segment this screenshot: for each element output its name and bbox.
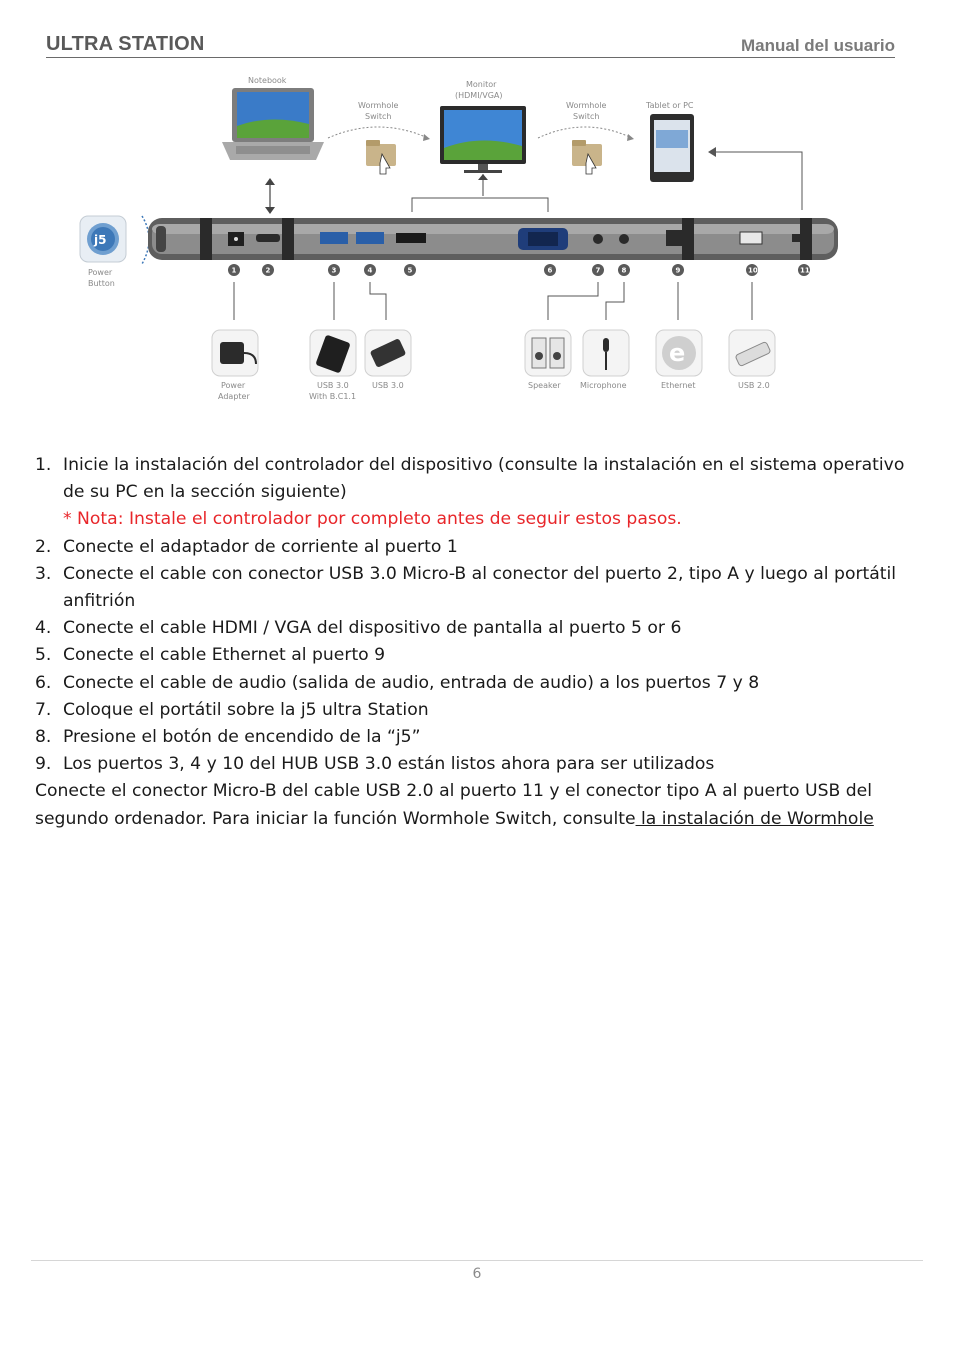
- step-item: [35, 751, 915, 778]
- steps-list: [35, 452, 915, 778]
- svg-text:e: e: [669, 339, 686, 367]
- page-header: [46, 32, 895, 58]
- ethernet-label: Ethernet: [661, 381, 696, 390]
- svg-text:6: 6: [547, 266, 553, 275]
- svg-text:2: 2: [265, 266, 271, 275]
- step-number: 1.: [35, 455, 52, 475]
- tablet-illustration: [650, 114, 694, 182]
- step-item: [35, 452, 915, 506]
- header-title: ULTRA STATION: [46, 33, 205, 55]
- step-item: [35, 697, 915, 724]
- step-text: Conecte el cable Ethernet al puerto 9: [63, 645, 386, 666]
- step-number: 4.: [35, 618, 52, 639]
- wormhole-right-label-1: Wormhole: [566, 101, 607, 110]
- folder-icon-left: [366, 140, 396, 174]
- monitor-label-1: Monitor: [466, 80, 497, 89]
- wormhole-right-label-2: Switch: [573, 112, 600, 121]
- port-marker-4: [364, 264, 376, 276]
- svg-text:5: 5: [407, 266, 413, 275]
- usb30-bc-label-1: USB 3.0: [317, 381, 349, 390]
- port-marker-1: [228, 264, 240, 276]
- step-text: Los puertos 3, 4 y 10 del HUB USB 3.0 están listos ahora para ser utilizados: [63, 754, 715, 775]
- svg-text:9: 9: [675, 266, 681, 275]
- external-drive-icon: [365, 330, 411, 376]
- port-number-markers: [228, 264, 810, 276]
- microphone-label: Microphone: [580, 381, 627, 390]
- folder-icon-right: [572, 140, 602, 174]
- monitor-illustration: [440, 106, 526, 173]
- smartphone-icon: [310, 330, 356, 376]
- power-adapter-label-1: Power: [221, 381, 246, 390]
- step-number: 2.: [35, 536, 52, 557]
- svg-text:7: 7: [595, 266, 601, 275]
- port-marker-5: [404, 264, 416, 276]
- step-number: 7.: [35, 699, 52, 720]
- wormhole-paragraph-text: Conecte el conector Micro-B del cable USB 2.0 al puerto 11 y el conector tipo A al puerto USB del segundo ordenador. Para iniciar la función Wormhole Switch, consulte: [35, 781, 873, 829]
- note-text: * Nota: Instale el controlador por completo antes de seguir estos pasos.: [63, 509, 682, 530]
- port-marker-8: [618, 264, 630, 276]
- step-item: [35, 534, 915, 561]
- svg-text:10: 10: [748, 266, 758, 275]
- power-button-label-2: Button: [88, 279, 115, 288]
- port-marker-11: [798, 264, 810, 276]
- microphone-icon: [583, 330, 629, 376]
- step-item: [35, 615, 915, 642]
- ethernet-icon: [656, 330, 702, 376]
- tablet-label: Tablet or PC: [646, 101, 694, 110]
- step-number: 9.: [35, 754, 52, 775]
- step-number: 6.: [35, 672, 52, 693]
- speaker-label: Speaker: [528, 381, 561, 390]
- step-item: [35, 642, 915, 669]
- port-marker-7: [592, 264, 604, 276]
- step-text: Conecte el cable de audio (salida de audio, entrada de audio) a los puertos 7 y 8: [63, 672, 760, 693]
- docking-station-diagram: [60, 68, 860, 418]
- wormhole-left-label-1: Wormhole: [358, 101, 399, 110]
- usb30-bc-label-2: With B.C1.1: [309, 392, 357, 401]
- port-marker-6: [544, 264, 556, 276]
- wormhole-paragraph: [35, 778, 915, 832]
- step-text: Presione el botón de encendido de la “j5”: [63, 727, 421, 748]
- usb-stick-icon: [729, 330, 775, 376]
- speaker-icon: [525, 330, 571, 376]
- header-manual-label: Manual del usuario: [741, 36, 895, 55]
- docking-station-bar: [148, 218, 838, 260]
- step-item: [35, 670, 915, 697]
- svg-text:1: 1: [231, 266, 237, 275]
- step-text: Conecte el cable con conector USB 3.0 Micro-B al conector del puerto 2, tipo A y luego al portátil anfitrión: [63, 563, 897, 612]
- wormhole-install-link[interactable]: la instalación de Wormhole: [635, 808, 874, 829]
- step-number: 5.: [35, 645, 52, 666]
- step-item: [35, 724, 915, 751]
- step-number: 8.: [35, 727, 52, 748]
- port-marker-10: [746, 264, 758, 276]
- notebook-illustration: [222, 88, 324, 160]
- step-text: Conecte el adaptador de corriente al puerto 1: [63, 536, 458, 557]
- power-button-illustration: [80, 216, 126, 262]
- monitor-label-2: (HDMI/VGA): [455, 91, 503, 100]
- wormhole-left-label-2: Switch: [365, 112, 392, 121]
- step-text: Coloque el portátil sobre la j5 ultra Station: [63, 699, 429, 720]
- power-button-label-1: Power: [88, 268, 113, 277]
- power-adapter-label-2: Adapter: [218, 392, 250, 401]
- power-adapter-icon: [212, 330, 258, 376]
- step-number: 3.: [35, 563, 52, 584]
- port-marker-9: [672, 264, 684, 276]
- svg-text:3: 3: [331, 266, 337, 275]
- svg-text:8: 8: [621, 266, 627, 275]
- notebook-label: Notebook: [248, 76, 287, 85]
- svg-text:4: 4: [367, 266, 373, 275]
- step-item: [35, 561, 915, 615]
- j5-logo-text: j5: [94, 233, 107, 247]
- footer-divider: [31, 1260, 923, 1261]
- usb20-label: USB 2.0: [738, 381, 770, 390]
- port-marker-3: [328, 264, 340, 276]
- usb30-label: USB 3.0: [372, 381, 404, 390]
- page-number: 6: [472, 1266, 482, 1282]
- svg-text:11: 11: [800, 266, 810, 275]
- port-marker-2: [262, 264, 274, 276]
- step-text: Conecte el cable HDMI / VGA del dispositivo de pantalla al puerto 5 or 6: [63, 618, 682, 639]
- step-text: Inicie la instalación del controlador del dispositivo (consulte la instalación en el sistema operativo de su PC en la sección siguiente): [63, 455, 905, 503]
- instructions-body: [35, 452, 915, 833]
